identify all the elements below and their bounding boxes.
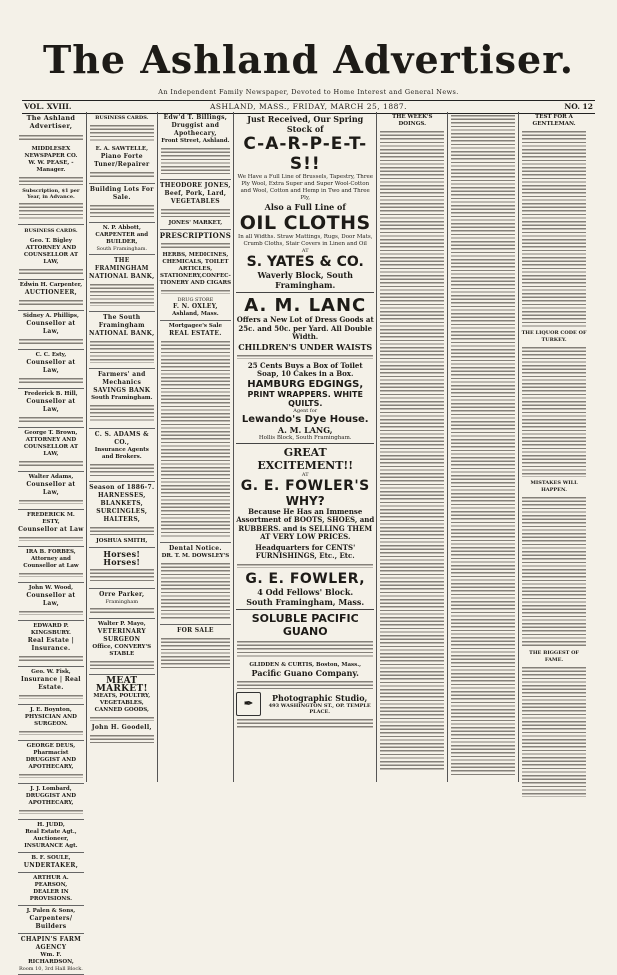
card-sub: South Framingham. — [96, 246, 148, 252]
column-header: THE WEEK'S DOINGS. — [392, 114, 433, 127]
section-title: THE LIQUOR CODE OF TURKEY. — [521, 330, 587, 343]
card-title: Counsellor at Law, — [26, 320, 76, 335]
guano-company: Pacific Guano Company. — [251, 667, 359, 678]
card-title: Building Lots For Sale. — [89, 186, 154, 201]
card-name: Geo. W. Fisk, — [31, 669, 71, 675]
card-title: Real Estate Agt., Auctioneer, — [25, 829, 77, 842]
fowler-address: 4 Odd Fellows' Block. — [257, 586, 354, 597]
fowler-city: South Framingham, Mass. — [246, 596, 365, 607]
lanc-address: Hollis Block, South Framingham. — [258, 434, 352, 441]
columns — [16, 112, 589, 972]
column-7 — [519, 112, 589, 782]
guano-dealer: GLIDDEN & CURTIS, Boston, Mass., — [249, 661, 362, 668]
card-sub: INSURANCE Agt. — [24, 843, 78, 849]
card-title: Dental Notice. — [169, 545, 222, 552]
card-title: PHYSICIAN AND SURGEON. — [24, 714, 77, 727]
section-title: THE BIGGEST OF FAME. — [529, 650, 579, 663]
card-title: VETERINARY SURGEON — [97, 628, 146, 643]
card-name: FREDERICK M. ESTY, — [27, 512, 75, 525]
card-title: MEAT MARKET! — [95, 676, 148, 694]
card-name: N. P. Abbott, — [102, 225, 141, 231]
fowler-because: Because He Has an Immense Assortment of BOOTS, SHOES, and RUBBERS. and is SELLING THEM AT VERY LOW PRICES. — [236, 506, 375, 541]
card-title: VEGETABLES — [170, 198, 220, 205]
card-name: J. J. Lombard, — [30, 786, 72, 792]
card-title: DEALER IN PROVISIONS. — [29, 889, 73, 902]
card-title: Horses! Horses! — [103, 549, 141, 567]
column-3 — [158, 112, 234, 782]
card-name: THEODORE JONES, — [159, 182, 231, 189]
card-title: Counsellor at Law, — [26, 359, 76, 374]
volume-label: VOL. XVIII. — [24, 102, 72, 111]
lanc-ad — [236, 293, 374, 444]
fowler-at: AT — [301, 471, 309, 478]
card-title: Attorney and Counsellor at Law — [23, 556, 79, 569]
carpets-headline: C-A-R-P-E-T-S!! — [243, 134, 368, 174]
lanc-dye: Lewando's Dye House. — [241, 413, 369, 425]
card-title: AUCTIONEER, — [24, 289, 78, 296]
card-title: C. S. ADAMS & CO., — [94, 431, 149, 446]
column-6 — [448, 112, 519, 782]
card-title: Real Estate | Insurance. — [27, 637, 75, 652]
card-name: Sidney A. Phillips, — [22, 313, 79, 319]
card-name: C. C. Esty, — [35, 352, 67, 358]
card-title: Druggist and Apothecary, — [171, 122, 220, 137]
card-sub: MEATS, POULTRY, — [93, 693, 151, 699]
section-title: BUSINESS CARDS. — [95, 115, 149, 121]
card-title: CARPENTER and BUILDER, — [95, 232, 149, 245]
card-title: Counsellor at Law, — [26, 592, 76, 607]
manager: W. W. PEASE, - Manager. — [28, 160, 74, 173]
yates-location: Waverly Block, South Framingham. — [257, 270, 353, 290]
card-title: THE FRAMINGHAM NATIONAL BANK, — [89, 257, 155, 280]
column-2 — [87, 112, 158, 782]
card-sub: Office, CONVERY'S STABLE — [92, 644, 152, 657]
card-title: Counsellor at Law — [18, 526, 84, 533]
card-name: B. F. SOULE, — [31, 855, 71, 861]
card-sub: Room 10, 3rd Hall Block. — [19, 966, 83, 972]
lanc-lang: A. M. LANG, — [277, 424, 333, 435]
fowler-why: WHY? — [285, 493, 325, 508]
card-title: REAL ESTATE. — [169, 330, 222, 337]
card-name: J. Palen & Sons, — [26, 908, 76, 914]
card-name: JOSHUA SMITH, — [96, 538, 148, 544]
card-title: Counsellor at Law, — [26, 398, 76, 413]
card-name: Walter P. Mayo, — [97, 621, 146, 627]
card-name: J. E. Boynton, — [30, 707, 72, 713]
card-name: Frederick B. Hill, — [24, 391, 78, 397]
card-sub: DR. T. M. DOWSLEY'S — [161, 553, 230, 559]
card-name: ARTHUR A. PEARSON, — [33, 875, 69, 888]
subscription: Subscription, $1 per Year, in Advance. — [22, 188, 80, 200]
card-name: H. JUDD, — [37, 822, 65, 828]
card-title: FOR SALE — [177, 627, 214, 634]
card-title: Counsellor at Law, — [26, 481, 76, 496]
yates-company: S. YATES & CO. — [246, 254, 364, 270]
carpets-body: We Have a Full Line of Brussels, Tapestry, Three Ply Wool, Extra Super and Super Wool-Cotton and Wool, Cotton and Hemp in Two and Three Ply, — [237, 174, 373, 201]
fowler-hq: Headquarters for CENTS' FURNISHINGS, Etc., Etc. — [255, 542, 356, 560]
studio-address: 493 WASHINGTON ST., OP. TEMPLE PLACE. — [268, 702, 371, 715]
card-sub: DRUG STORE — [177, 297, 214, 303]
card-title: Farmers' and Mechanics SAVINGS BANK — [93, 371, 151, 394]
card-name: Edw'd T. Billings, — [163, 114, 228, 121]
fowler-excite: GREAT EXCITEMENT!! — [257, 445, 354, 472]
oil-cloths-headline: OIL CLOTHS — [239, 212, 371, 234]
fowler-ad — [236, 444, 374, 610]
card-name: F. N. OXLEY, — [172, 303, 218, 310]
guano-headline: SOLUBLE PACIFIC GUANO — [251, 611, 359, 638]
card-name: Orre Parker, — [99, 591, 145, 598]
guano-ad — [236, 610, 374, 734]
card-sub: Insurance Agents and Brokers. — [94, 447, 149, 460]
card-name: IRA B. FORBES, — [26, 549, 76, 555]
masthead-title: The Ashland Advertiser. — [43, 37, 574, 82]
card-name: EDWARD P. KINGSBURY. — [30, 623, 71, 636]
card-sub: HERBS, MEDICINES, CHEMICALS, TOILET ARTICLES, — [162, 252, 229, 272]
lanc-name: A. M. LANC — [244, 295, 367, 316]
column-5 — [377, 112, 448, 782]
studio-name: Photographic Studio, — [271, 692, 368, 703]
card-sub: VEGETABLES, CANNED GOODS, — [94, 700, 149, 713]
card-sub: South Framingham. — [91, 395, 153, 401]
card-name: Walter Adams, — [28, 474, 74, 480]
lanc-price: 25 Cents Buys a Box of Toilet Soap, 10 Cakes in a Box. — [247, 360, 363, 378]
card-name: George T. Brown, — [24, 430, 78, 436]
card-name: John W. Wood, — [28, 585, 74, 591]
card-title: HARNESSES, BLANKETS, — [97, 492, 146, 507]
masthead-subtitle: An Independent Family Newspaper, Devoted to Home Interest and General News. — [158, 88, 459, 96]
card-name: John H. Goodell, — [91, 724, 152, 731]
carpets-also: Also a Full Line of — [264, 202, 346, 212]
card-title: Beef, Pork, Lard, — [164, 190, 227, 197]
card-sub: Framingham — [105, 599, 139, 605]
card-title: Carpenters/ Builders — [29, 915, 73, 930]
lanc-hamburg: HAMBURG EDGINGS, — [247, 378, 364, 390]
column-1 — [16, 112, 87, 972]
card-title: The South Framingham NATIONAL BANK, — [89, 314, 155, 337]
oil-cloths-sizes: In all Widths. Straw Mattings, Rugs, Door Mats, Crumb Cloths, Stair Covers in Linen and Oil — [238, 234, 373, 247]
lanc-waists: CHILDREN'S UNDER WAISTS — [238, 341, 373, 352]
card-title: Wm. F. RICHARDSON, — [28, 952, 74, 965]
paper-name: The Ashland Advertiser, — [26, 114, 76, 130]
card-title: Piano Forte Tuner/Repairer — [94, 153, 150, 168]
issue-number: NO. 12 — [564, 102, 593, 111]
carpets-ad — [236, 112, 374, 293]
lanc-offer: Offers a New Lot of Dress Goods at 25c. and 50c. per Yard. All Double Width. — [236, 315, 374, 341]
card-sub: Ashland, Mass. — [172, 311, 219, 317]
card-name: Geo. T. Bigley — [29, 238, 73, 244]
studio-logo-icon: ✒ — [236, 692, 261, 716]
column-4-ads — [234, 112, 377, 782]
lanc-agent: Agent for — [293, 407, 318, 414]
card-title: Insurance | Real Estate. — [20, 676, 81, 691]
card-title: Season of 1886-7. — [89, 484, 155, 491]
card-title: ATTORNEY AND COUNSELLOR AT LAW, — [23, 245, 79, 265]
card-sub: Front Street, Ashland. — [161, 138, 230, 144]
lanc-prints: PRINT WRAPPERS. WHITE QUILTS. — [247, 389, 363, 408]
card-name: E. A. SAWTELLE, — [95, 146, 148, 152]
column-header: TEST FOR A GENTLEMAN. — [532, 114, 576, 127]
card-sub: STATIONERY,CONFEC- TIONERY AND CIGARS — [159, 273, 232, 286]
card-title: SURCINGLES, HALTERS, — [96, 508, 148, 523]
card-name: Edwin H. Carpenter, — [19, 282, 83, 288]
section-title: MISTAKES WILL HAPPEN. — [530, 480, 578, 493]
card-name: GEORGE DEUS, Pharmacist — [26, 743, 76, 756]
card-title: DRUGGIST AND APOTHECARY, — [25, 757, 76, 770]
publisher: MIDDLESEX NEWSPAPER CO. — [24, 146, 78, 159]
fowler-store: G. E. FOWLER'S — [240, 477, 370, 494]
card-name: CHAPIN'S FARM AGENCY — [20, 936, 82, 951]
section-title: BUSINESS CARDS. — [24, 228, 78, 234]
card-title: PRESCRIPTIONS — [159, 231, 232, 240]
card-title: ATTORNEY AND COUNSELLOR AT LAW, — [23, 437, 79, 457]
card-title: Mortgagee's Sale — [168, 323, 223, 329]
fowler-name: G. E. FOWLER, — [245, 570, 366, 587]
card-sub: JONES' MARKET, — [168, 220, 223, 226]
carpets-at: AT — [301, 248, 309, 254]
issue-date: ASHLAND, MASS., FRIDAY, MARCH 25, 1887. — [209, 102, 408, 111]
card-title: UNDERTAKER, — [23, 862, 79, 869]
carpets-lead: Just Received, Our Spring Stock of — [247, 114, 364, 134]
card-title: DRUGGIST AND APOTHECARY, — [25, 793, 76, 806]
